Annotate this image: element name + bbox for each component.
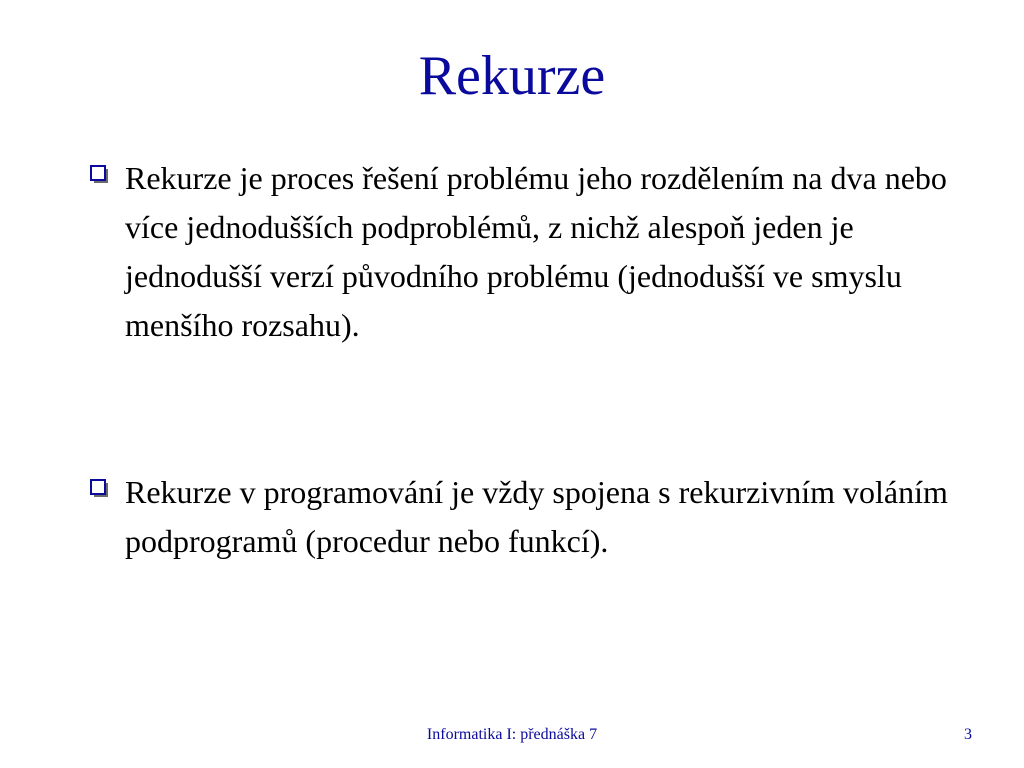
bullet-text: Rekurze v programování je vždy spojena s rekurzivním voláním podprogramů (procedur nebo funkcí). — [125, 474, 948, 559]
square-bullet-icon — [90, 165, 109, 184]
square-bullet-icon — [90, 479, 109, 498]
bullet-item — [90, 468, 960, 566]
page-number: 3 — [964, 726, 972, 743]
footer-lecture-name: Informatika I: přednáška 7 — [426, 726, 598, 743]
bullet-text: Rekurze je proces řešení problému jeho rozdělením na dva nebo více jednodušších podproblémů, z nichž alespoň jeden je jednodušší verzí původního problému (jednodušší ve smyslu menšího rozsahu). — [125, 160, 947, 343]
bullet-item — [90, 154, 960, 350]
slide-title: Rekurze — [418, 45, 606, 107]
